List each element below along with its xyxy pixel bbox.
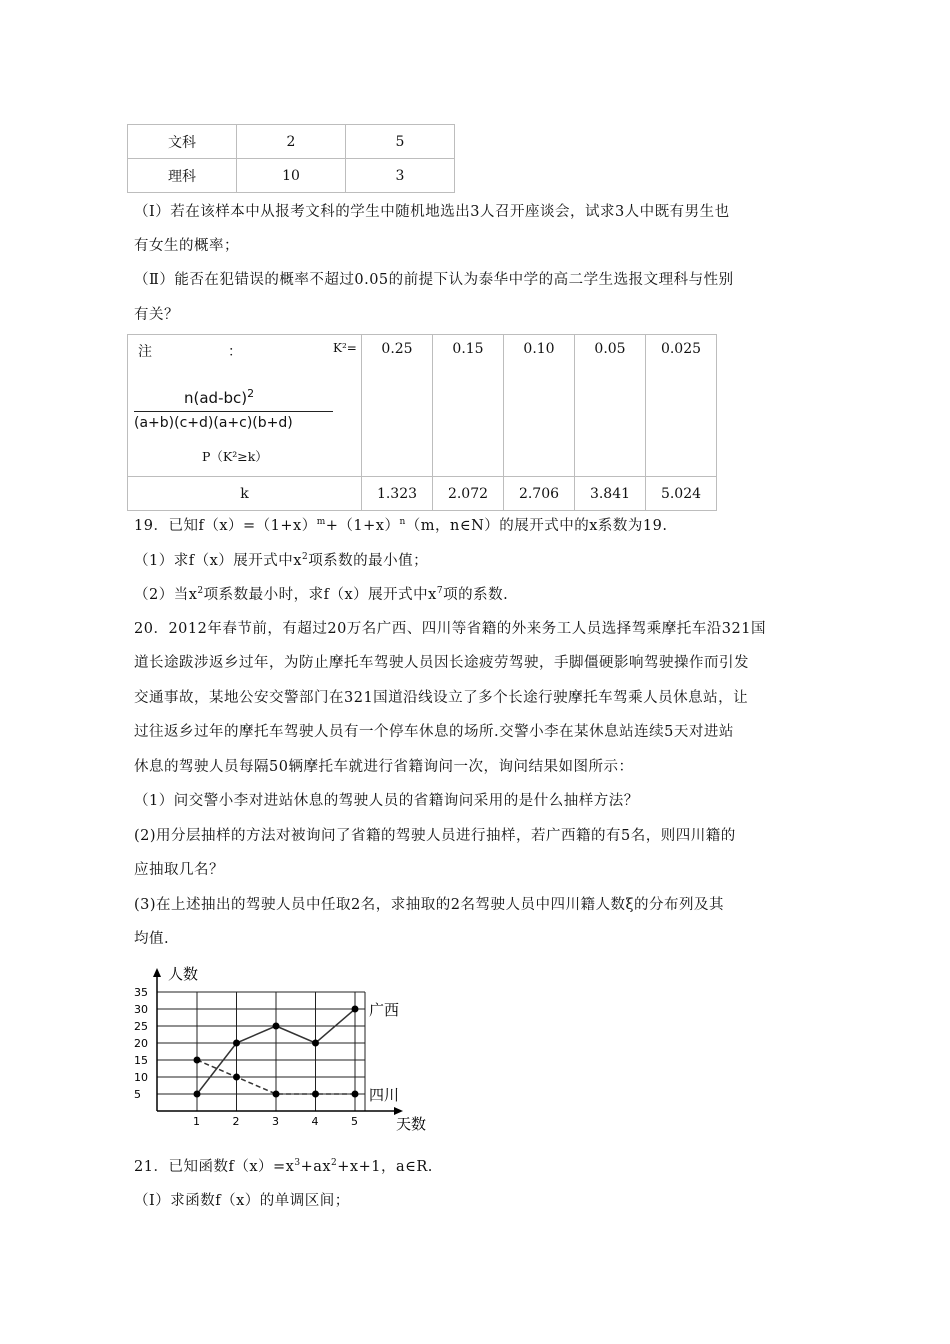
gender-subject-table [127,124,455,193]
y-tick-label: 20 [134,1037,148,1050]
data-point [233,1040,240,1047]
y-tick-label: 30 [134,1003,148,1016]
note-label: 注 [138,344,152,360]
q19-part2: （2）当$x^2$项系数最小时，求f（x）展开式中$x^7$项的系数. [134,586,509,603]
q20-stem-line3: 交通事故，某地公安交警部门在321国道沿线设立了多个长途行驶摩托车驾乘人员休息站，让 [134,690,749,706]
k2-label: K²= [333,341,357,355]
x-tick-label: 2 [232,1115,240,1128]
data-point [273,1023,280,1030]
data-point [273,1091,280,1098]
p-value: 0.25 [362,335,433,477]
q20-part3-line2: 均值. [134,931,170,947]
k2-critical-table [127,334,717,511]
table-row [128,477,717,511]
q20-stem-line2: 道长途跋涉返乡过年，为防止摩托车驾驶人员因长途疲劳驾驶，手脚僵硬影响驾驶操作而引发 [134,655,749,671]
data-point [233,1074,240,1081]
data-point [352,1091,359,1098]
data-point [194,1091,201,1098]
formula-denominator: (a+b)(c+d)(a+c)(b+d) [134,415,293,431]
y-tick-label: 10 [134,1071,148,1084]
q19-stem: 19．已知$f(x)=(1+x)^m+(1+x)^n(m$，n∈N）的展开式中的x系数为19. [134,517,668,534]
row-label: 文科 [128,125,237,159]
q20-part1: （1）问交警小李对进站休息的驾驶人员的省籍询问采用的是什么抽样方法？ [134,793,639,809]
y-tick-label: 5 [134,1088,141,1101]
p-value: 0.025 [646,335,717,477]
chart-ticks [134,986,358,1128]
cell: 5 [346,125,455,159]
q20-part2-line1: (2)用分层抽样的方法对被询问了省籍的驾驶人员进行抽样，若广西籍的有5名，则四川籍的 [134,828,736,844]
q20-stem-line5: 休息的驾驶人员每隔50辆摩托车就进行省籍询问一次，询问结果如图所示： [134,759,634,775]
p-value: 0.15 [433,335,504,477]
x-axis-label: 天数 [396,1115,427,1133]
q20-part2-line2: 应抽取几名？ [134,862,224,878]
k-value: 5.024 [646,477,717,511]
data-point [352,1006,359,1013]
q19-part1: （1）求f（x）展开式中$x^2$项系数的最小值； [134,552,429,569]
y-tick-label: 35 [134,986,148,999]
p-value: 0.05 [575,335,646,477]
table-row [128,335,717,477]
q18-part2-line2: 有关？ [134,307,179,323]
formula-cell [128,335,362,477]
chart-series [194,1001,400,1104]
x-axis-arrow [394,1107,403,1115]
formula-numerator: $n(ad-bc)^2$ [184,387,255,407]
q20-stem-line4: 过往返乡过年的摩托车驾驶人员有一个停车休息的场所.交警小李在某休息站连续5天对进站 [134,724,734,740]
x-tick-label: 5 [351,1115,358,1128]
note-colon: ： [228,344,242,360]
q21-part1: （Ⅰ）求函数f（x）的单调区间； [134,1193,350,1209]
table-row [128,125,455,159]
data-point [194,1057,201,1064]
cell: 3 [346,159,455,193]
row-label: 理科 [128,159,237,193]
x-tick-label: 4 [311,1115,319,1128]
chart-grid [157,992,365,1111]
y-axis-arrow [153,968,161,977]
y-tick-label: 25 [134,1020,148,1033]
fraction-bar [134,411,333,412]
data-point [312,1040,319,1047]
x-tick-label: 3 [272,1115,279,1128]
q20-part3-line1: (3)在上述抽出的驾驶人员中任取2名，求抽取的2名驾驶人员中四川籍人数ξ的分布列及其 [134,897,724,913]
cell: 10 [237,159,346,193]
k-label: k [128,477,362,511]
driver-count-chart [132,965,432,1135]
p-value: 0.10 [504,335,575,477]
data-point [312,1091,319,1098]
q18-part1-line2: 有女生的概率； [134,238,239,254]
table-row [128,159,455,193]
y-axis-label: 人数 [168,965,199,983]
q18-part1-line1: （Ⅰ）若在该样本中从报考文科的学生中随机地选出3人召开座谈会，试求3人中既有男生也 [134,204,730,220]
p-label: P（K²≥k） [202,449,268,464]
x-tick-label: 1 [193,1115,200,1128]
q21-stem: 21．已知函数$f(x)=x^3+ax^2+x+1$，a∈R. [134,1158,433,1175]
k-value: 3.841 [575,477,646,511]
cell: 2 [237,125,346,159]
k-value: 1.323 [362,477,433,511]
q20-stem-line1: 20．2012年春节前，有超过20万名广西、四川等省籍的外来务工人员选择驾乘摩托车沿321国 [134,621,766,637]
q18-part2-line1: （Ⅱ）能否在犯错误的概率不超过0.05的前提下认为泰华中学的高二学生选报文理科与性别 [134,272,734,288]
series-label: 广西 [369,1001,400,1019]
k-value: 2.072 [433,477,504,511]
k-value: 2.706 [504,477,575,511]
y-tick-label: 15 [134,1054,148,1067]
series-label: 四川 [369,1086,400,1104]
